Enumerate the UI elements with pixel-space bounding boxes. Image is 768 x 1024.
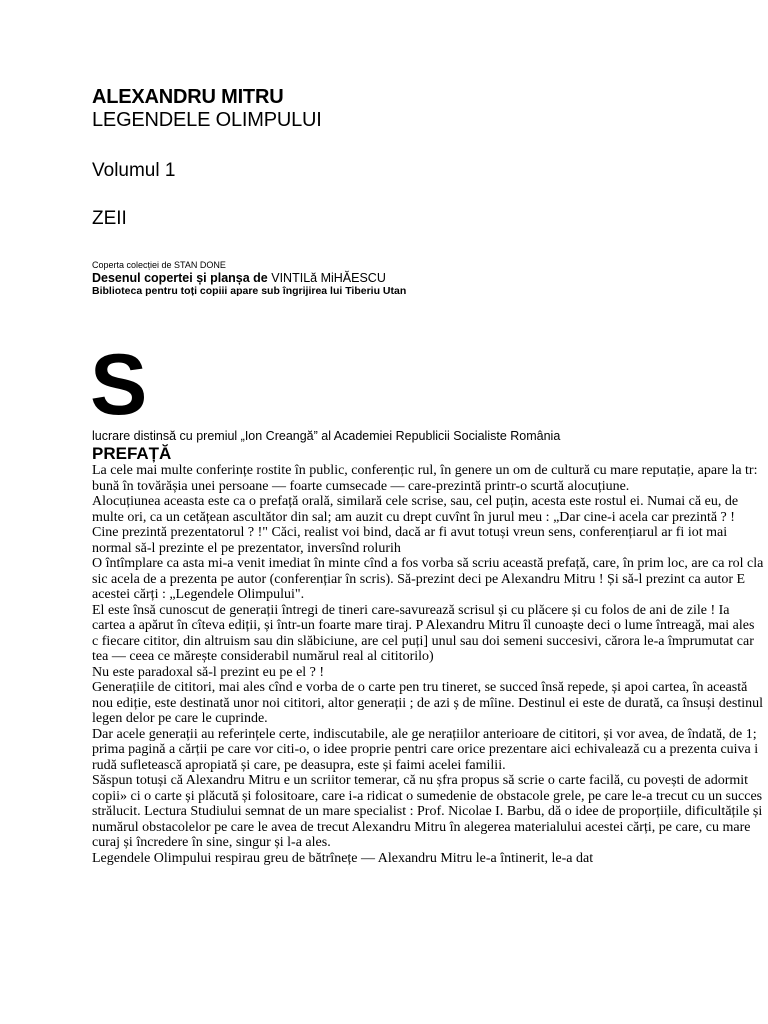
preface-body	[92, 463, 764, 866]
drawing-credit-artist: VINTILă MiHĂESCU	[271, 271, 386, 285]
cover-credit: Coperta colecției de STAN DONE	[92, 260, 226, 270]
preface-paragraph: Alocuțiunea aceasta este ca o prefață orală, similară cele scrise, sau, cel puțin, acesta este rostul ei. Numai că eu, de multe ori, ca un cetățean ascultător din sal; am auzit cu drept cuvînt în jurul meu : „Dar cine-i acela car prezintă ? ! Cine prezintă prezentatorul ? !" Căci, realist voi bind, dacă ar fi avut totuși vreun sens, conferențiarul ar fi iot mai normal să-l prezinte el pe prezentator, inversînd rolurih	[92, 494, 739, 556]
author-name: ALEXANDRU MITRU	[92, 86, 284, 108]
preface-paragraph: Legendele Olimpului respirau greu de bătrînețe — Alexandru Mitru le-a întinerit, le-a dat	[92, 850, 594, 866]
preface-paragraph: Dar acele generații au referințele certe, indiscutabile, ale ge nerațiilor anterioare de cititori, și vor avea, de îndată, de 1; prima pagină a cărții pe care vor citi-o, o idee proprie pentri care orice prezentare aici echivalează cu a prezenta cuiva i rudă sufletească apropiată și care, pe deasupra, este și faimi acelei familii.	[92, 726, 759, 773]
preface-paragraph: Generațiile de cititori, mai ales cînd e vorba de o carte pen tru tineret, se succed însă repede, și apoi cartea, în această nou ediție, este destinată unor noi cititori, altor generații ; de azi ș de mîine. Destinul ei este de durată, ca însuși destinul legen delor pe care le cuprinde.	[92, 680, 764, 726]
preface-paragraph: Nu este paradoxal să-l prezint eu pe el ? !	[92, 664, 325, 680]
preface-paragraph: La cele mai multe conferințe rostite în public, conferențic rul, în genere un om de cultură cu mare reputație, apare la tr: bună în tovărășia unei persoane — foarte cumsecade — care-prezintă printr-o scurtă alocuțiune.	[92, 463, 758, 494]
library-credit: Biblioteca pentru toți copiii apare sub îngrijirea lui Tiberiu Utan	[92, 285, 407, 297]
preface-paragraph: El este însă cunoscut de generații întregi de tineri care-savurează scrisul și cu plăcere și cu folos de ani de zile ! Ia cartea a apărut în cîteva ediții, și într-un foarte mare tiraj. P Alexandru Mitru îl cunoaște deci o lume întreagă, mai ales c fiecare cititor, din altruism sau din slăbiciune, are cel puți] unul sau doi semeni succesivi, cărora le-a împrumutat car tea — ceea ce mărește considerabil numărul real al cititorilo)	[92, 602, 755, 664]
drawing-credit-label: Desenul copertei și planșa de	[92, 271, 268, 285]
preface-paragraph: Săspun totuși că Alexandru Mitru e un scriitor temerar, că nu șfra propus să scrie o carte facilă, cu povești de adormit copii» ci o carte și plăcută și folositoare, care i-a ridicat o sumedenie de obstacole grele, pe care le-a trecut cu un succes strălucit. Lectura Studiului semnat de un mare specialist : Prof. Nicolae I. Barbu, dă o idee de proporțiile, dificultățile și numărul obstacolelor pe care le avea de trecut Alexandru Mitru în alegerea materialului acestei cărți, pe care, cu mare curaj și încredere în sine, singur și l-a ales.	[92, 773, 763, 850]
book-subtitle: ZEII	[92, 208, 127, 229]
preface-paragraph: O întîmplare ca asta mi-a venit imediat în minte cînd a fos vorba să scriu această prefață, care, în prim loc, are ca rol cla sic acela de a prezenta pe autor (conferențiar în scris). Să-prezint deci pe Alexandru Mitru ! Și să-l prezint ca autor E acestei cărți : „Legendele Olimpului".	[92, 556, 764, 602]
book-title: LEGENDELE OLIMPULUI	[92, 109, 322, 131]
volume-label: Volumul 1	[92, 160, 176, 181]
drawing-credit	[92, 271, 762, 285]
document-page	[92, 86, 762, 866]
drop-cap-letter: S	[90, 337, 148, 433]
credits-block	[92, 260, 762, 297]
award-line: lucrare distinsă cu premiul „Ion Creangă” al Academiei Republicii Socialiste România	[92, 429, 561, 443]
preface-title: PREFAȚĂ	[92, 444, 172, 463]
